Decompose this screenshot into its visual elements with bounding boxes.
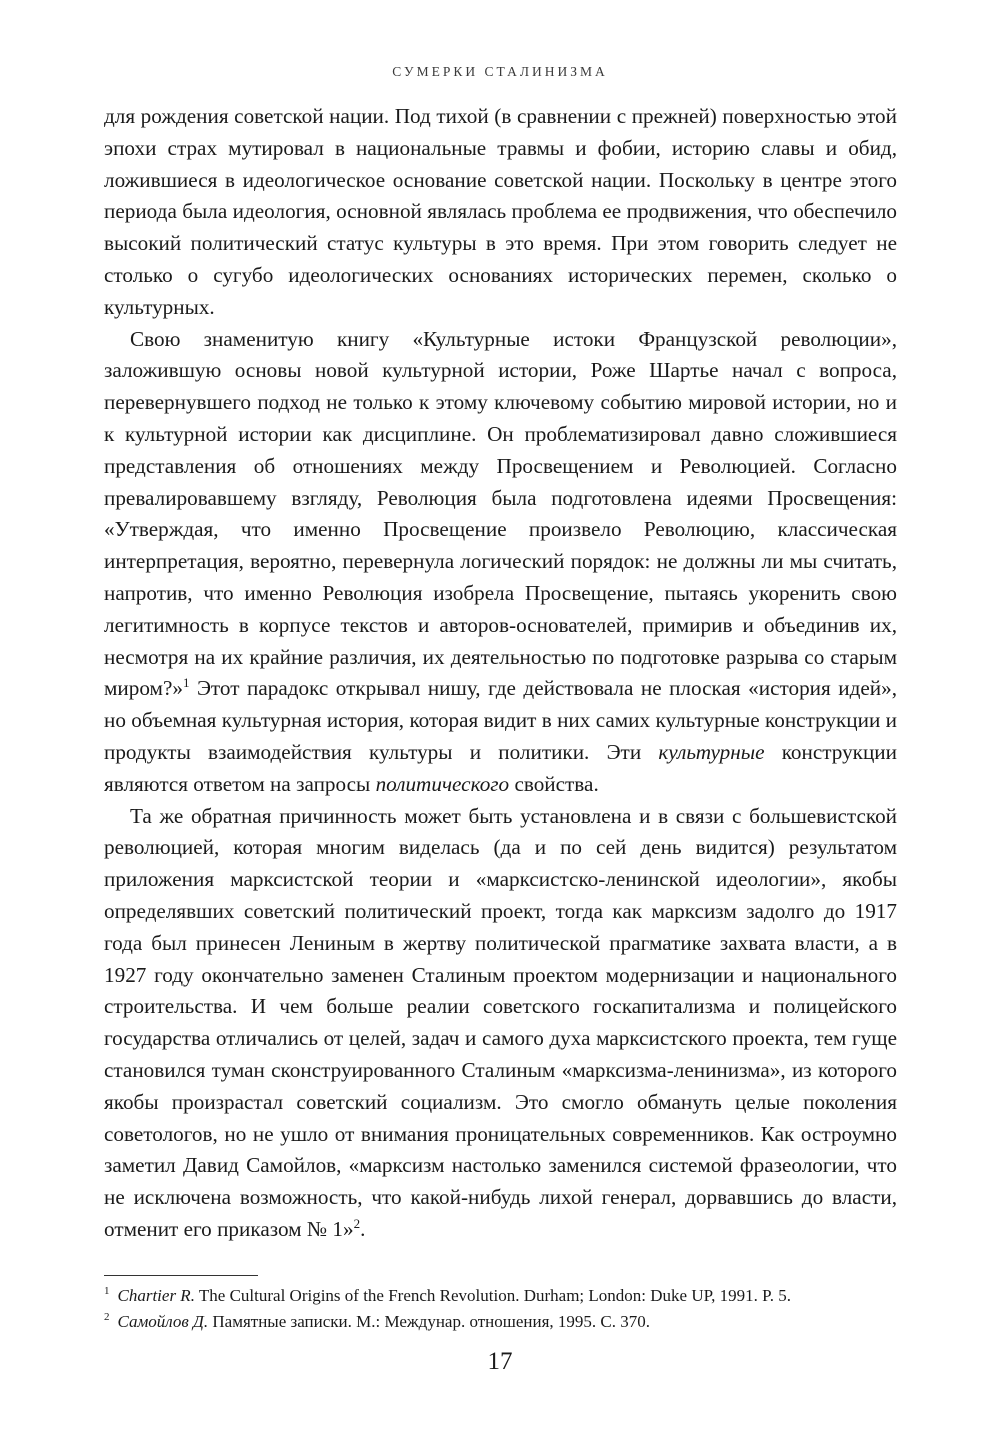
paragraph-3-end: .: [360, 1216, 366, 1241]
running-head: СУМЕРКИ СТАЛИНИЗМА: [392, 64, 608, 79]
footnote-1-number: 1: [104, 1285, 110, 1298]
footnote-2-author: Самойлов Д.: [117, 1312, 209, 1331]
emphasis-cultural: культурные: [658, 739, 765, 764]
paragraph-2-text-c: конструкции являются ответом на запросы: [104, 739, 897, 796]
footnote-2-number: 2: [104, 1311, 110, 1324]
footnote-2-text: Памятные записки. М.: Междунар. отношения, 1995. С. 370.: [208, 1312, 651, 1331]
footnote-ref-1[interactable]: 1: [182, 675, 190, 691]
footnote-ref-2[interactable]: 2: [353, 1215, 361, 1231]
footnote-2: [104, 1309, 897, 1335]
paragraph-1: для рождения советской нации. Под тихой (в сравнении с прежней) поверхностью этой эпохи страх мутировал в национальные травмы и фобии, историю славы и обид, ложившиеся в идеологическое основание советской нации. Поскольку в центре этого периода была идеология, основной являлась проблема ее продвижения, что обеспечило высокий политический статус культуры в это время. При этом говорить следует не столько о сугубо идеологических основаниях исторических перемен, сколько о культурных.: [104, 104, 897, 319]
paragraph-3-text: Та же обратная причинность может быть установлена и в связи с большевистской революцией, которая многим виделась (да и по сей день видится) результатом приложения марксистской теории и «марксистско-ленинской идеологии», якобы определявших советский политический проект, тогда как марксизм задолго до 1917 года был принесен Лениным в жертву политической прагматике захвата власти, а в 1927 году окончательно заменен Сталиным проектом модернизации и национального строительства. И чем больше реалии советского госкапитализма и полицейского государства отличались от целей, задач и самого духа марксистского проекта, тем гуще становился туман сконструированного Сталиным «марксизма-ленинизма», из которого якобы произрастал советский социализм. Это смогло обмануть целые поколения советологов, но не ушло от внимания проницательных современников. Как остроумно заметил Давид Самойлов, «марксизм настолько заменился системой фразеологии, что не исключена возможность, что какой-нибудь лихой генерал, дорвавшись до власти, отменит его приказом № 1»: [104, 803, 897, 1241]
paragraph-2-text-b: Этот парадокс открывал нишу, где действовала не плоская «история идей», но объемная культурная история, которая видит в них самих культурные конструкции и продукты взаимодействия культуры и политики. Эти: [104, 676, 897, 764]
footnote-divider: [104, 1275, 258, 1276]
paragraph-2-text-d: свойства.: [509, 771, 599, 796]
footnotes: [104, 1283, 897, 1335]
paragraph-2-text-a: Свою знаменитую книгу «Культурные истоки Французской революции», заложившую основы новой культурной истории, Роже Шартье начал с вопроса, перевернувшего подход не только к этому ключевому событию мировой истории, но и к культурной истории как дисциплине. Он проблематизировал давно сложившиеся представления об отношениях между Просвещением и Революцией. Согласно превалировавшему взгляду, Революция была подготовлена идеями Просвещения: «Утверждая, что именно Просвещение произвело Революцию, классическая интерпретация, вероятно, перевернула логический порядок: не должны ли мы считать, напротив, что именно Революция изобрела Просвещение, пытаясь укоренить свою легитимность в корпусе текстов и авторов-основателей, примирив и объединив их, несмотря на их крайние различия, их деятельностью по подготовке разрыва со старым миром?»: [104, 326, 897, 701]
footnote-1-text: The Cultural Origins of the French Revolution. Durham; London: Duke UP, 1991. P. 5.: [194, 1286, 792, 1305]
emphasis-political: политического: [375, 771, 510, 796]
paragraph-2: [104, 324, 897, 801]
footnote-1: [104, 1283, 897, 1309]
body-text: [104, 101, 897, 1246]
footnote-1-author: Chartier R.: [117, 1286, 195, 1305]
page-number: 17: [487, 1348, 513, 1375]
paragraph-3: [104, 801, 897, 1246]
